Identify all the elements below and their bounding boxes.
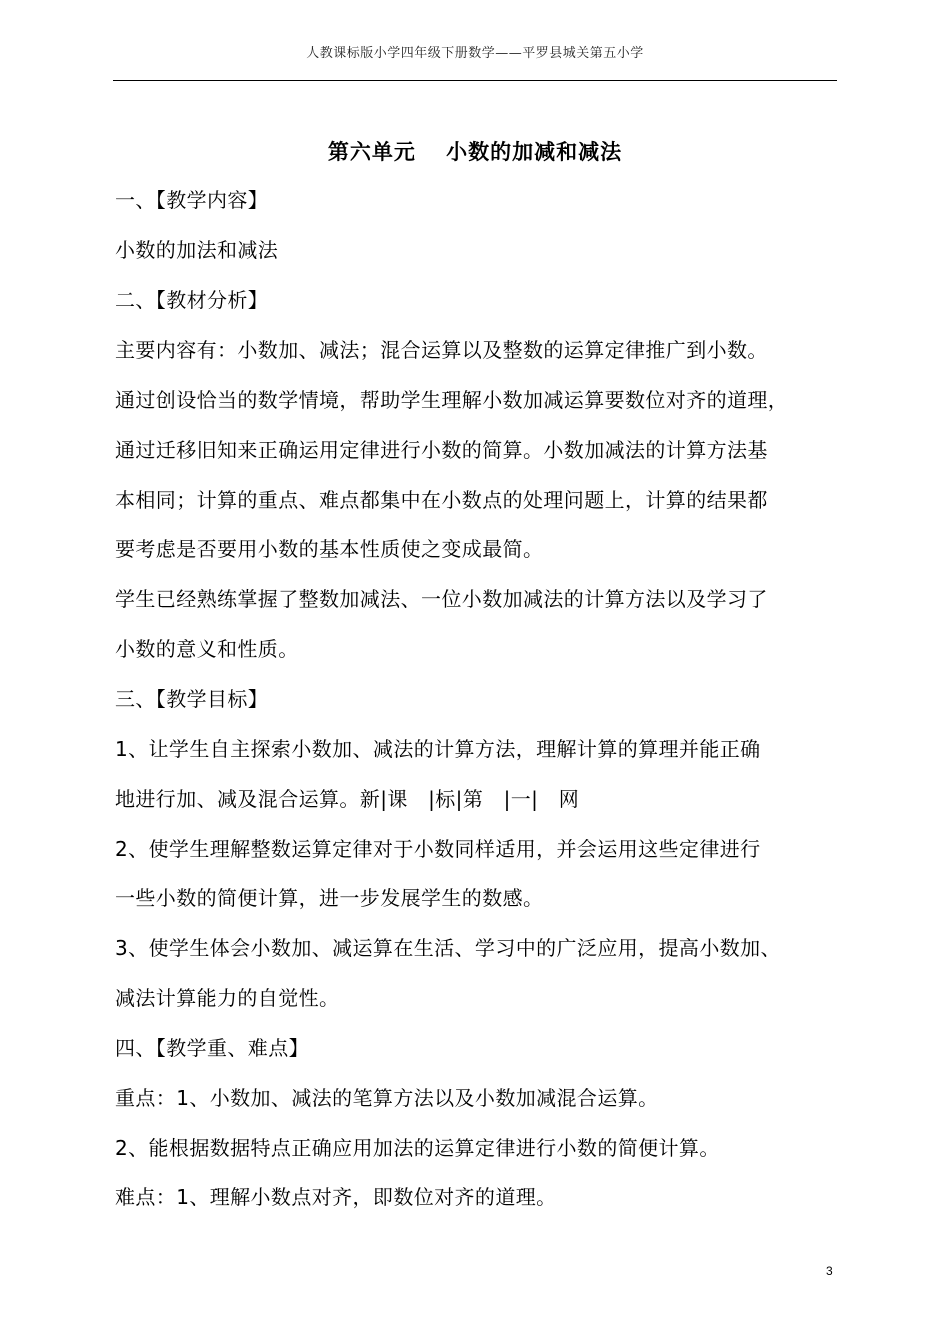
header-divider: [113, 80, 837, 81]
paragraph-line: 通过创设恰当的数学情境，帮助学生理解小数加减运算要数位对齐的道理，: [115, 388, 789, 412]
section-heading: 四、【教学重、难点】: [115, 1036, 309, 1060]
paragraph-line: 一些小数的简便计算，进一步发展学生的数感。: [115, 886, 544, 910]
section-heading: 三、【教学目标】: [115, 687, 269, 711]
paragraph-line: 重点：1、小数加、减法的笔算方法以及小数加减混合运算。: [115, 1086, 659, 1110]
paragraph-line: 要考虑是否要用小数的基本性质使之变成最简。: [115, 537, 544, 561]
paragraph-line: 减法计算能力的自觉性。: [115, 986, 340, 1010]
paragraph-line: 2、能根据数据特点正确应用加法的运算定律进行小数的简便计算。: [115, 1136, 720, 1160]
section-heading: 一、【教学内容】: [115, 188, 269, 212]
header-text: 人教课标版小学四年级下册数学——平罗县城关第五小学: [306, 46, 644, 61]
unit-title: 第六单元 小数的加减和减法: [327, 140, 623, 164]
page-number: 3: [826, 1264, 833, 1278]
paragraph-line: 3、使学生体会小数加、减运算在生活、学习中的广泛应用，提高小数加、: [115, 936, 781, 960]
paragraph-line: 学生已经熟练掌握了整数加减法、一位小数加减法的计算方法以及学习了: [115, 587, 768, 611]
paragraph-line: 小数的意义和性质。: [115, 637, 299, 661]
paragraph-line: 小数的加法和减法: [115, 238, 279, 262]
paragraph-line: 1、让学生自主探索小数加、减法的计算方法，理解计算的算理并能正确: [115, 737, 761, 761]
paragraph-line: 通过迁移旧知来正确运用定律进行小数的简算。小数加减法的计算方法基: [115, 438, 768, 462]
paragraph-line: 主要内容有：小数加、减法；混合运算以及整数的运算定律推广到小数。: [115, 338, 768, 362]
paragraph-line: 本相同；计算的重点、难点都集中在小数点的处理问题上，计算的结果都: [115, 488, 768, 512]
paragraph-line: 2、使学生理解整数运算定律对于小数同样适用，并会运用这些定律进行: [115, 837, 761, 861]
section-heading: 二、【教材分析】: [115, 288, 269, 312]
paragraph-line: 难点：1、理解小数点对齐，即数位对齐的道理。: [115, 1185, 557, 1209]
paragraph-line: 地进行加、减及混合运算。新|课 |标|第 |一| 网: [115, 787, 580, 811]
